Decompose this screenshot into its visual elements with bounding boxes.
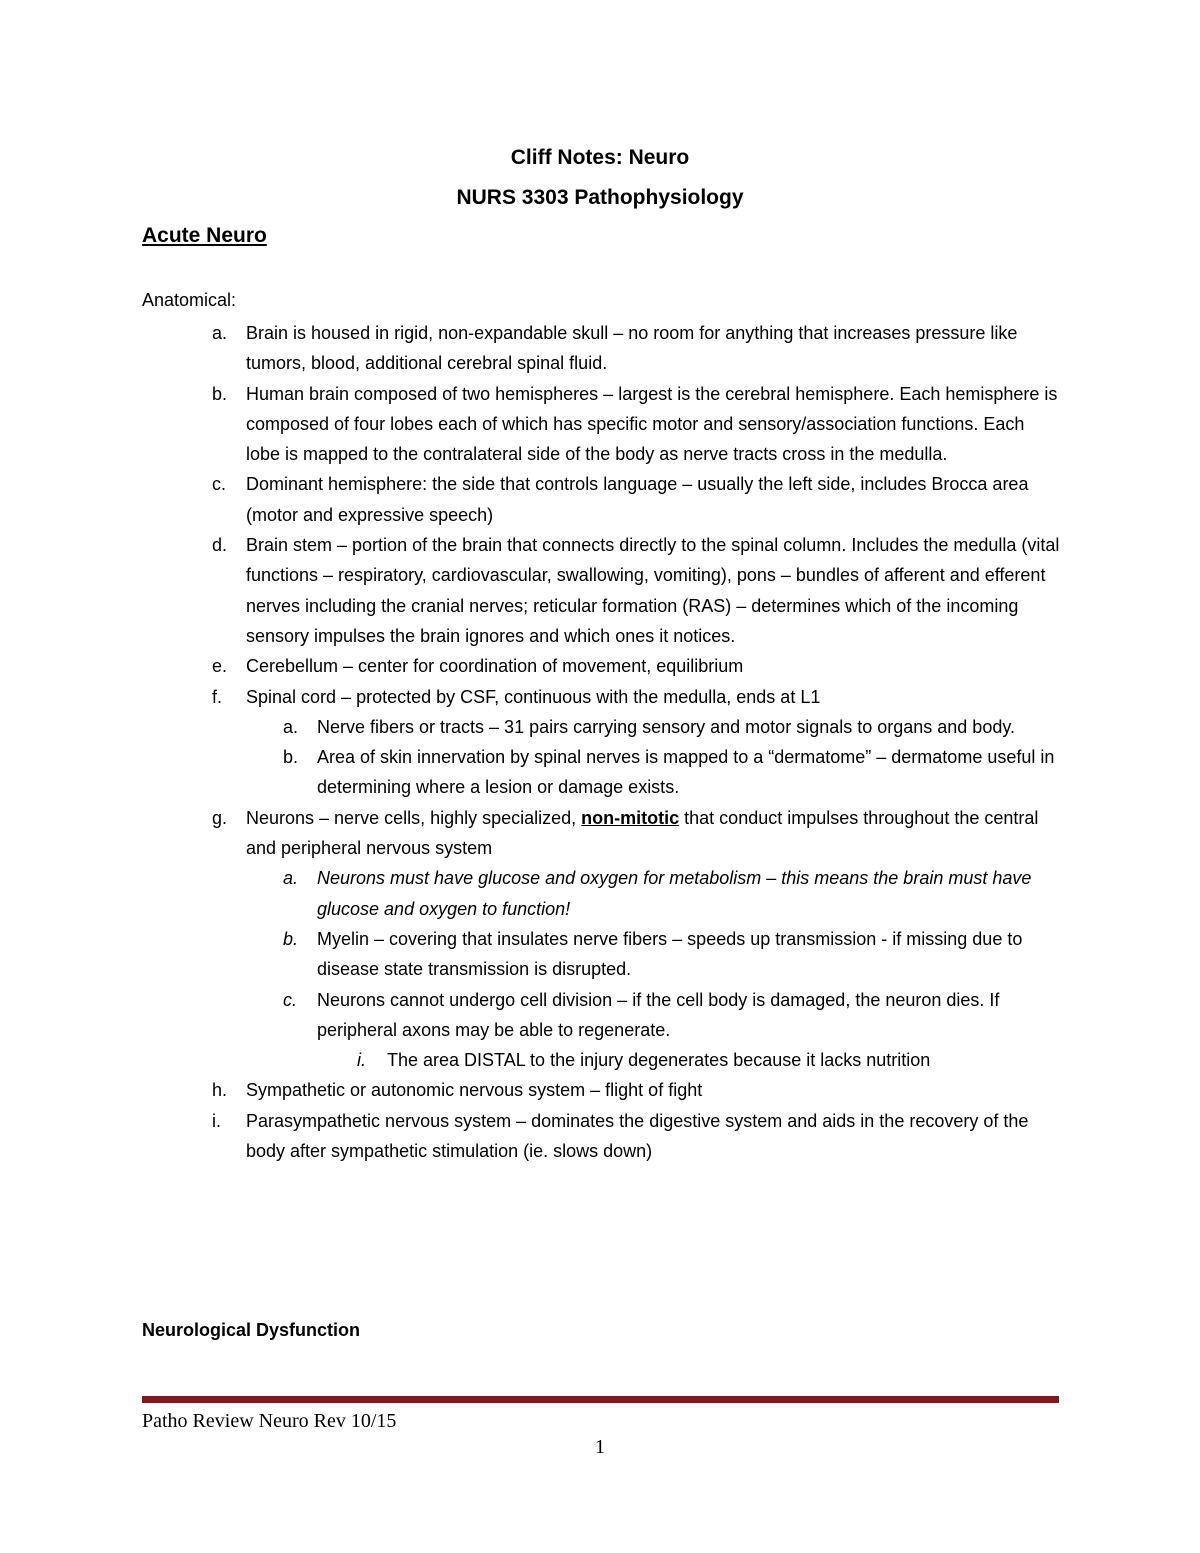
document-title: Cliff Notes: Neuro [510,146,690,169]
list-marker: b. [212,383,228,404]
list-marker: h. [212,1080,228,1101]
list-item-text: The area DISTAL to the injury degenerates because it lacks nutrition [387,1050,931,1071]
sub-list-item [142,712,1062,742]
list-item [142,530,1062,651]
anatomical-list [142,318,1062,1166]
list-marker: a. [212,323,228,343]
sub-list-item [142,863,1062,924]
sub-list-item [142,985,1062,1046]
anatomical-label: Anatomical: [142,290,237,310]
list-item-text: Area of skin innervation by spinal nerves is mapped to a “dermatome” – dermatome useful in determining where a lesion or damage exists. [317,747,1055,798]
footer-rule [142,1396,1059,1403]
list-item [142,318,1062,379]
page-number: 1 [595,1436,605,1458]
list-item-text-pre: Neurons – nerve cells, highly specialized, [246,807,582,828]
list-item-text: Parasympathetic nervous system – dominates the digestive system and aids in the recovery of the body after sympathetic stimulation (ie. slows down) [246,1110,1029,1162]
sub-list-item [142,924,1062,985]
list-item-text: Neurons cannot undergo cell division – if the cell body is damaged, the neuron dies. If peripheral axons may be able to regenerate. [317,989,1000,1040]
list-marker: f. [212,686,223,707]
list-item [142,1106,1062,1167]
course-title: NURS 3303 Pathophysiology [456,186,744,209]
list-item-text: Spinal cord – protected by CSF, continuous with the medulla, ends at L1 [246,686,821,707]
list-marker: c. [212,474,227,495]
list-item-text: Brain is housed in rigid, non-expandable skull – no room for anything that increases pressure like tumors, blood, additional cerebral spinal fluid. [246,323,1018,374]
list-marker: a. [283,716,299,737]
list-item [142,379,1062,470]
list-item [142,651,1062,681]
sub-sub-list-item [142,1045,1062,1075]
list-item-text: Myelin – covering that insulates nerve fibers – speeds up transmission - if missing due to disease state transmission is disrupted. [317,928,1023,980]
list-item [142,682,1062,712]
list-marker: b. [283,928,299,949]
list-marker: g. [212,807,228,828]
sub-list-item [142,742,1062,803]
list-item [142,803,1062,864]
list-marker: e. [212,656,228,677]
list-marker: c. [283,989,298,1010]
list-item [142,469,1062,530]
section-heading-neurological-dysfunction: Neurological Dysfunction [142,1320,361,1340]
section-heading-acute-neuro: Acute Neuro [142,224,267,247]
list-marker: i. [357,1050,366,1071]
list-item-text-post: that conduct impulses throughout the central and peripheral nervous system [246,807,1039,859]
list-item-text: Nerve fibers or tracts – 31 pairs carrying sensory and motor signals to organs and body. [317,716,1016,737]
list-marker: b. [283,747,299,768]
list-item-text: Neurons must have glucose and oxygen for metabolism – this means the brain must have glucose and oxygen to function! [317,868,1032,919]
list-item-text: Human brain composed of two hemispheres – largest is the cerebral hemisphere. Each hemisphere is composed of four lobes each of which has specific motor and sensory/association functions. Each lobe is mapped to the contralateral side of the body as nerve tracts cross in the medulla. [246,383,1058,465]
list-item-text: Cerebellum – center for coordination of movement, equilibrium [246,656,744,677]
footer-text: Patho Review Neuro Rev 10/15 [142,1410,397,1432]
list-item-text: Brain stem – portion of the brain that connects directly to the spinal column. Includes the medulla (vital functions – respiratory, cardiovascular, swallowing, vomiting), pons – bundles of afferent and efferent nerves including the cranial nerves; reticular formation (RAS) – determines which of the incoming sensory impulses the brain ignores and which ones it notices. [246,535,1060,646]
list-item [142,1075,1062,1105]
emphasis-non-mitotic: non-mitotic [581,807,680,828]
list-marker: i. [212,1110,221,1131]
list-marker: d. [212,535,228,556]
list-marker: a. [283,868,299,889]
list-item-text: Dominant hemisphere: the side that controls language – usually the left side, includes Brocca area (motor and expressive speech) [246,474,1029,525]
list-item-text: Sympathetic or autonomic nervous system – flight of fight [246,1080,703,1101]
